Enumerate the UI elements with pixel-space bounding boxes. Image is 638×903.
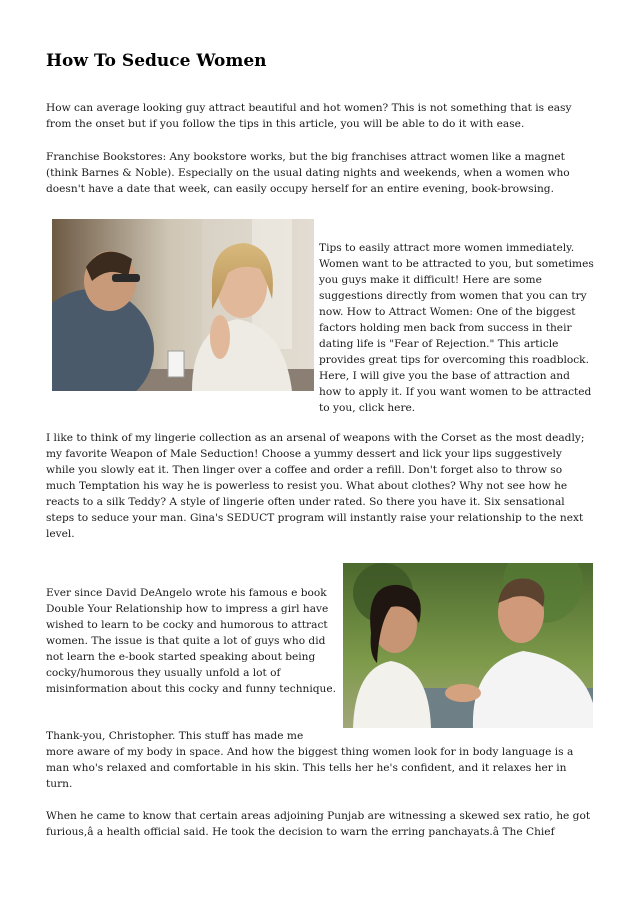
outdoor-couple-image [343, 563, 593, 728]
punjab-paragraph: When he came to know that certain areas adjoining Punjab are witnessing a skewed sex ratio, he got furious,â a health official said. He took the decision to warn the erring panchayats.â The Chief [46, 810, 591, 838]
intro-paragraph: How can average looking guy attract beautiful and hot women? This is not something that is easy from the onset but if you follow the tips in this article, you will be able to do it with ease. [46, 102, 572, 130]
outdoor-couple-photo [343, 563, 593, 728]
tips-paragraph: Tips to easily attract more women immediately. Women want to be attracted to you, but sometimes you guys make it difficult! Here are some suggestions directly from women that you can try now. How to Attract Women: One of the biggest factors holding men back from success in their dating life is "Fear of Rejection." This article provides great tips for overcoming this roadblock. Here, I will give you the base of attraction and how to apply it. If you want women to be attracted to you, click here. [319, 242, 594, 414]
deangelo-paragraph: Ever since David DeAngelo wrote his famous e book Double Your Relationship how to impress a girl have wished to learn to be cocky and humorous to attract women. The issue is that quite a lot of guys who did not learn the e-book started speaking about being cocky/humorous they usually unfold a lot of misinformation about this cocky and funny technique. [46, 587, 336, 695]
thankyou-first-line: Thank-you, Christopher. This stuff has made me [46, 730, 304, 742]
lingerie-paragraph: I like to think of my lingerie collection as an arsenal of weapons with the Corset as the most deadly; my favorite Weapon of Male Seduction! Choose a yummy dessert and lick your lips suggestively while you slowly eat it. Then linger over a coffee and order a refill. Don't forget also to throw so much Temptation his way he is powerless to resist you. What about clothes? Why not see how he reacts to a silk Teddy? A style of lingerie often under rated. So there you have it. Six sensational steps to seduce your man. Gina's SEDUCT program will instantly raise your relationship to the next level. [46, 432, 585, 540]
cafe-couple-photo [52, 219, 314, 391]
franchise-paragraph: Franchise Bookstores: Any bookstore works, but the big franchises attract women like a magnet (think Barnes & Noble). Especially on the usual dating nights and weekends, when a women who doesn't have a date that week, can easily occupy herself for an entire evening, book-browsing. [46, 151, 570, 195]
thankyou-paragraph: more aware of my body in space. And how the biggest thing women look for in body language is a man who's relaxed and comfortable in his skin. This tells her he's confident, and it relaxes her in turn. [46, 746, 574, 790]
cafe-couple-image [52, 219, 314, 391]
article-title: How To Seduce Women [46, 51, 267, 71]
